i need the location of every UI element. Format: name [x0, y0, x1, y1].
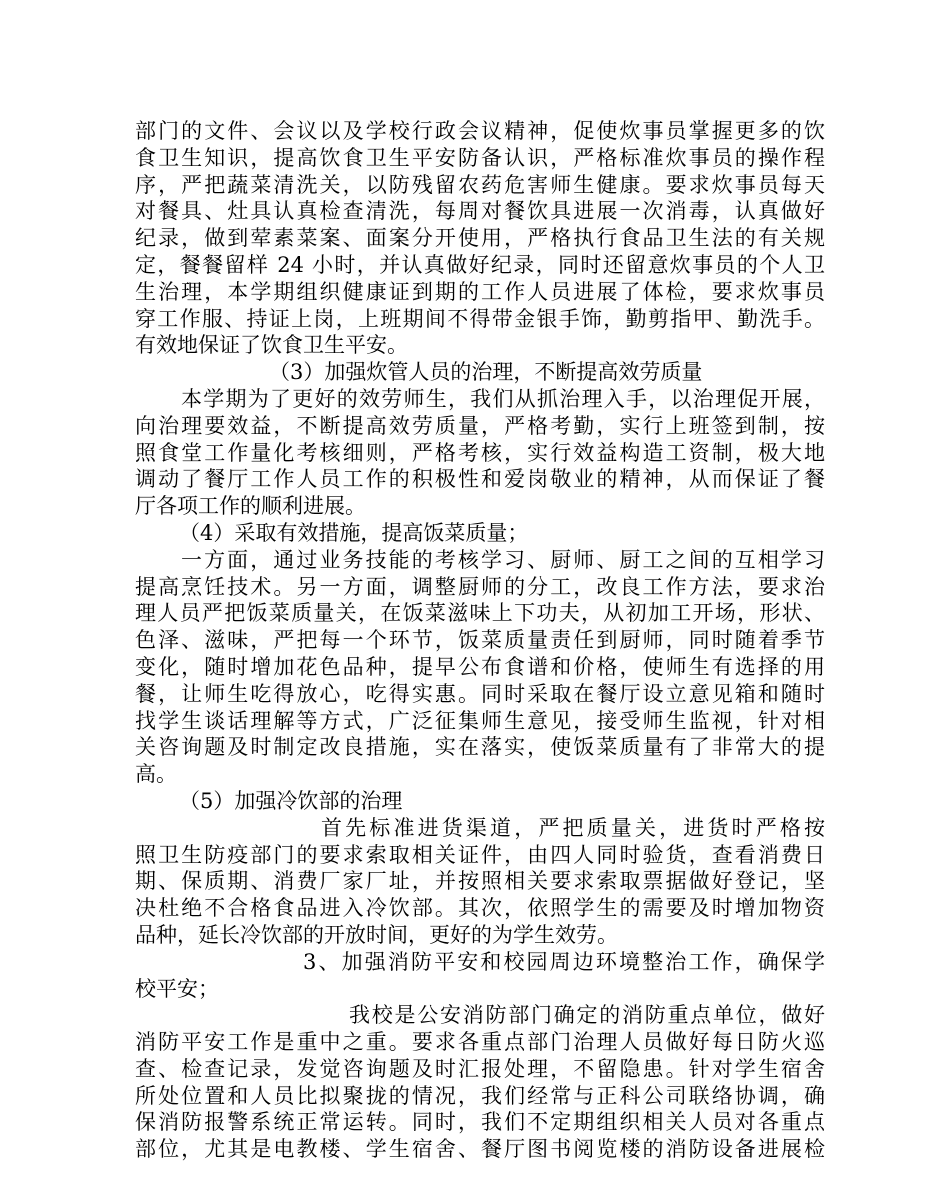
section-heading: 3、加强消防平安和校园周边环境整治工作，确保学 [303, 949, 825, 974]
section-heading: （5）加强冷饮部的治理 [179, 788, 403, 813]
text-line: 有效地保证了饮食卫生平安。 [135, 333, 408, 358]
text-line: 照食堂工作量化考核细则，严格考核，实行效益构造工资制，极大地 [135, 440, 825, 465]
paragraph-first-line: 首先标准进货渠道，严把质量关，进货时严格按 [321, 815, 825, 840]
text-line: 调动了餐厅工作人员工作的积极性和爱岗敬业的精神，从而保证了餐 [135, 467, 825, 492]
section-heading-continued: 校平安； [135, 976, 219, 1001]
text-line: 所处位置和人员比拟聚拢的情况，我们经常与正科公司联络协调，确 [135, 1083, 825, 1108]
paragraph-first-line: 我校是公安消防部门确定的消防重点单位，做好 [349, 1003, 825, 1028]
text-line: 食卫生知识，提高饮食卫生平安防备认识，严格标准炊事员的操作程 [135, 145, 825, 170]
text-line: 餐，让师生吃得放心，吃得实惠。同时采取在餐厅设立意见箱和随时 [135, 681, 825, 706]
text-line: 决杜绝不合格食品进入冷饮部。其次，依照学生的需要及时增加物资 [135, 896, 825, 921]
text-line: 高。 [135, 762, 177, 787]
text-line: 消防平安工作是重中之重。要求各重点部门治理人员做好每日防火巡 [135, 1030, 825, 1055]
text-line: 部位，尤其是电教楼、学生宿舍、餐厅图书阅览楼的消防设备进展检 [135, 1137, 825, 1162]
text-line: 查、检查记录，发觉咨询题及时汇报处理，不留隐患。针对学生宿舍 [135, 1056, 825, 1081]
text-line: 期、保质期、消费厂家厂址，并按照相关要求索取票据做好登记，坚 [135, 869, 825, 894]
paragraph-first-line: 本学期为了更好的效劳师生，我们从抓治理入手，以治理促开展， [181, 386, 825, 411]
body-text [135, 118, 825, 1163]
text-line: 照卫生防疫部门的要求索取相关证件，由四人同时验货，查看消费日 [135, 842, 825, 867]
text-line: 部门的文件、会议以及学校行政会议精神，促使炊事员掌握更多的饮 [135, 119, 825, 143]
text-line: 关咨询题及时制定改良措施，实在落实，使饭菜质量有了非常大的提 [135, 735, 825, 760]
text-line: 色泽、滋味，严把每一个环节，饭菜质量责任到厨师，同时随着季节 [135, 628, 825, 653]
text-line: 对餐具、灶具认真检查清洗，每周对餐饮具进展一次消毒，认真做好 [135, 199, 825, 224]
text-line: 变化，随时增加花色品种，提早公布食谱和价格，使师生有选择的用 [135, 654, 825, 679]
text-line: 提高烹饪技术。另一方面，调整厨师的分工，改良工作方法，要求治 [135, 574, 825, 599]
text-line: 厅各项工作的顺利进展。 [135, 494, 366, 519]
text-line: 生治理，本学期组织健康证到期的工作人员进展了体检，要求炊事员 [135, 279, 825, 304]
text-line: 纪录，做到荤素菜案、面案分开使用，严格执行食品卫生法的有关规 [135, 226, 825, 251]
section-heading: （3）加强炊管人员的治理，不断提高效劳质量 [269, 360, 703, 385]
text-line: 穿工作服、持证上岗，上班期间不得带金银手饰，勤剪指甲、勤洗手。 [135, 306, 825, 331]
text-line: 向治理要效益，不断提高效劳质量，严格考勤，实行上班签到制，按 [135, 413, 825, 438]
text-line: 找学生谈话理解等方式，广泛征集师生意见，接受师生监视，针对相 [135, 708, 825, 733]
text-line: 保消防报警系统正常运转。同时，我们不定期组织相关人员对各重点 [135, 1110, 825, 1135]
text-line: 定，餐餐留样 24 小时，并认真做好纪录，同时还留意炊事员的个人卫 [135, 252, 825, 277]
paragraph-first-line: 一方面，通过业务技能的考核学习、厨师、厨工之间的互相学习 [181, 547, 825, 572]
section-heading: （4）采取有效措施，提高饭菜质量； [179, 520, 529, 545]
text-line: 品种，延长冷饮部的开放时间，更好的为学生效劳。 [135, 922, 618, 947]
text-line: 理人员严把饭菜质量关，在饭菜滋味上下功夫，从初加工开场，形状、 [135, 601, 825, 626]
text-line: 序，严把蔬菜清洗关，以防残留农药危害师生健康。要求炊事员每天 [135, 172, 825, 197]
